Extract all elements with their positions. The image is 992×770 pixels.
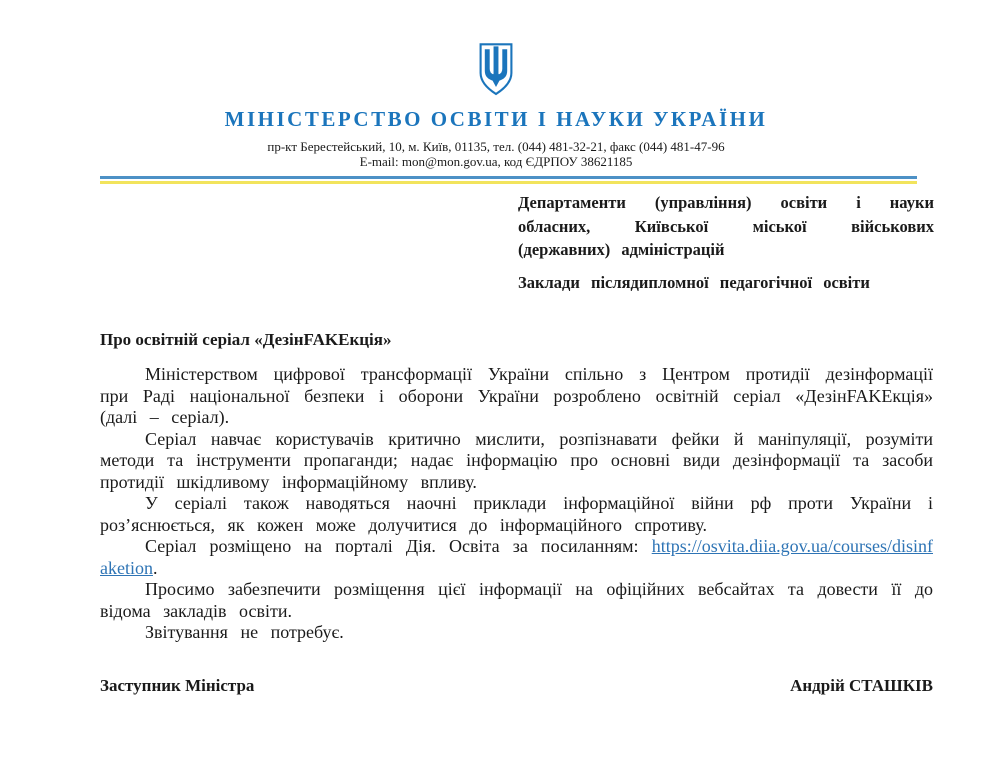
letterhead (0, 0, 992, 184)
body-paragraph-5: Просимо забезпечити розміщення цієї інформації на офіційних вебсайтах та довести її до відома закладів освіти. (100, 579, 933, 621)
body-paragraph-2: Серіал навчає користувачів критично мислити, розпізнавати фейки й маніпуляції, розуміти методи та інструменти пропаганди; надає інформацію про основні види дезінформації та засоби протидії шкідливому інформаційному впливу. (100, 428, 933, 492)
divider-yellow-line (100, 181, 917, 184)
link-paragraph-prefix: Серіал розміщено на порталі Дія. Освіта за посиланням: (145, 536, 652, 556)
recipient-institutions: Заклади післядипломної педагогічної освіти (518, 272, 870, 292)
flag-divider (100, 176, 917, 184)
subject-line: Про освітній серіал «ДезінFAKEкція» (100, 330, 392, 349)
signature-row (100, 676, 933, 696)
letter-body (100, 364, 933, 644)
body-paragraph-6: Звітування не потребує. (145, 622, 344, 642)
course-link[interactable]: https://osvita.diia.gov.ua/courses/disinfaketion (100, 536, 933, 578)
signer-position: Заступник Міністра (100, 676, 255, 695)
body-paragraph-4 (100, 536, 933, 579)
body-paragraph-3: У серіалі також наводяться наочні приклади інформаційної війни рф проти України і роз’яснюється, як кожен може долучитися до інформаційного спротиву. (100, 493, 933, 535)
signer-name: Андрій СТАШКІВ (790, 676, 933, 695)
recipient-block (518, 191, 934, 303)
body-paragraph-1: Міністерством цифрової трансформації України спільно з Центром протидії дезінформації при Раді національної безпеки і оборони України розроблено освітній серіал «ДезінFAKEкція» (далі – серіал). (100, 364, 933, 427)
ministry-address (0, 139, 992, 169)
ministry-title: МІНІСТЕРСТВО ОСВІТИ І НАУКИ УКРАЇНИ (224, 107, 768, 131)
ukraine-trident-icon (475, 42, 517, 97)
recipient-departments: Департаменти (управління) освіти і науки обласних, Київської міської військових (державних) адміністрацій (518, 193, 934, 259)
link-paragraph-suffix: . (152, 557, 158, 578)
address-line: пр-кт Берестейський, 10, м. Київ, 01135, тел. (044) 481-32-21, факс (044) 481-47-96 (267, 139, 725, 154)
email-line: E-mail: mon@mon.gov.ua, код ЄДРПОУ 38621185 (359, 154, 633, 169)
